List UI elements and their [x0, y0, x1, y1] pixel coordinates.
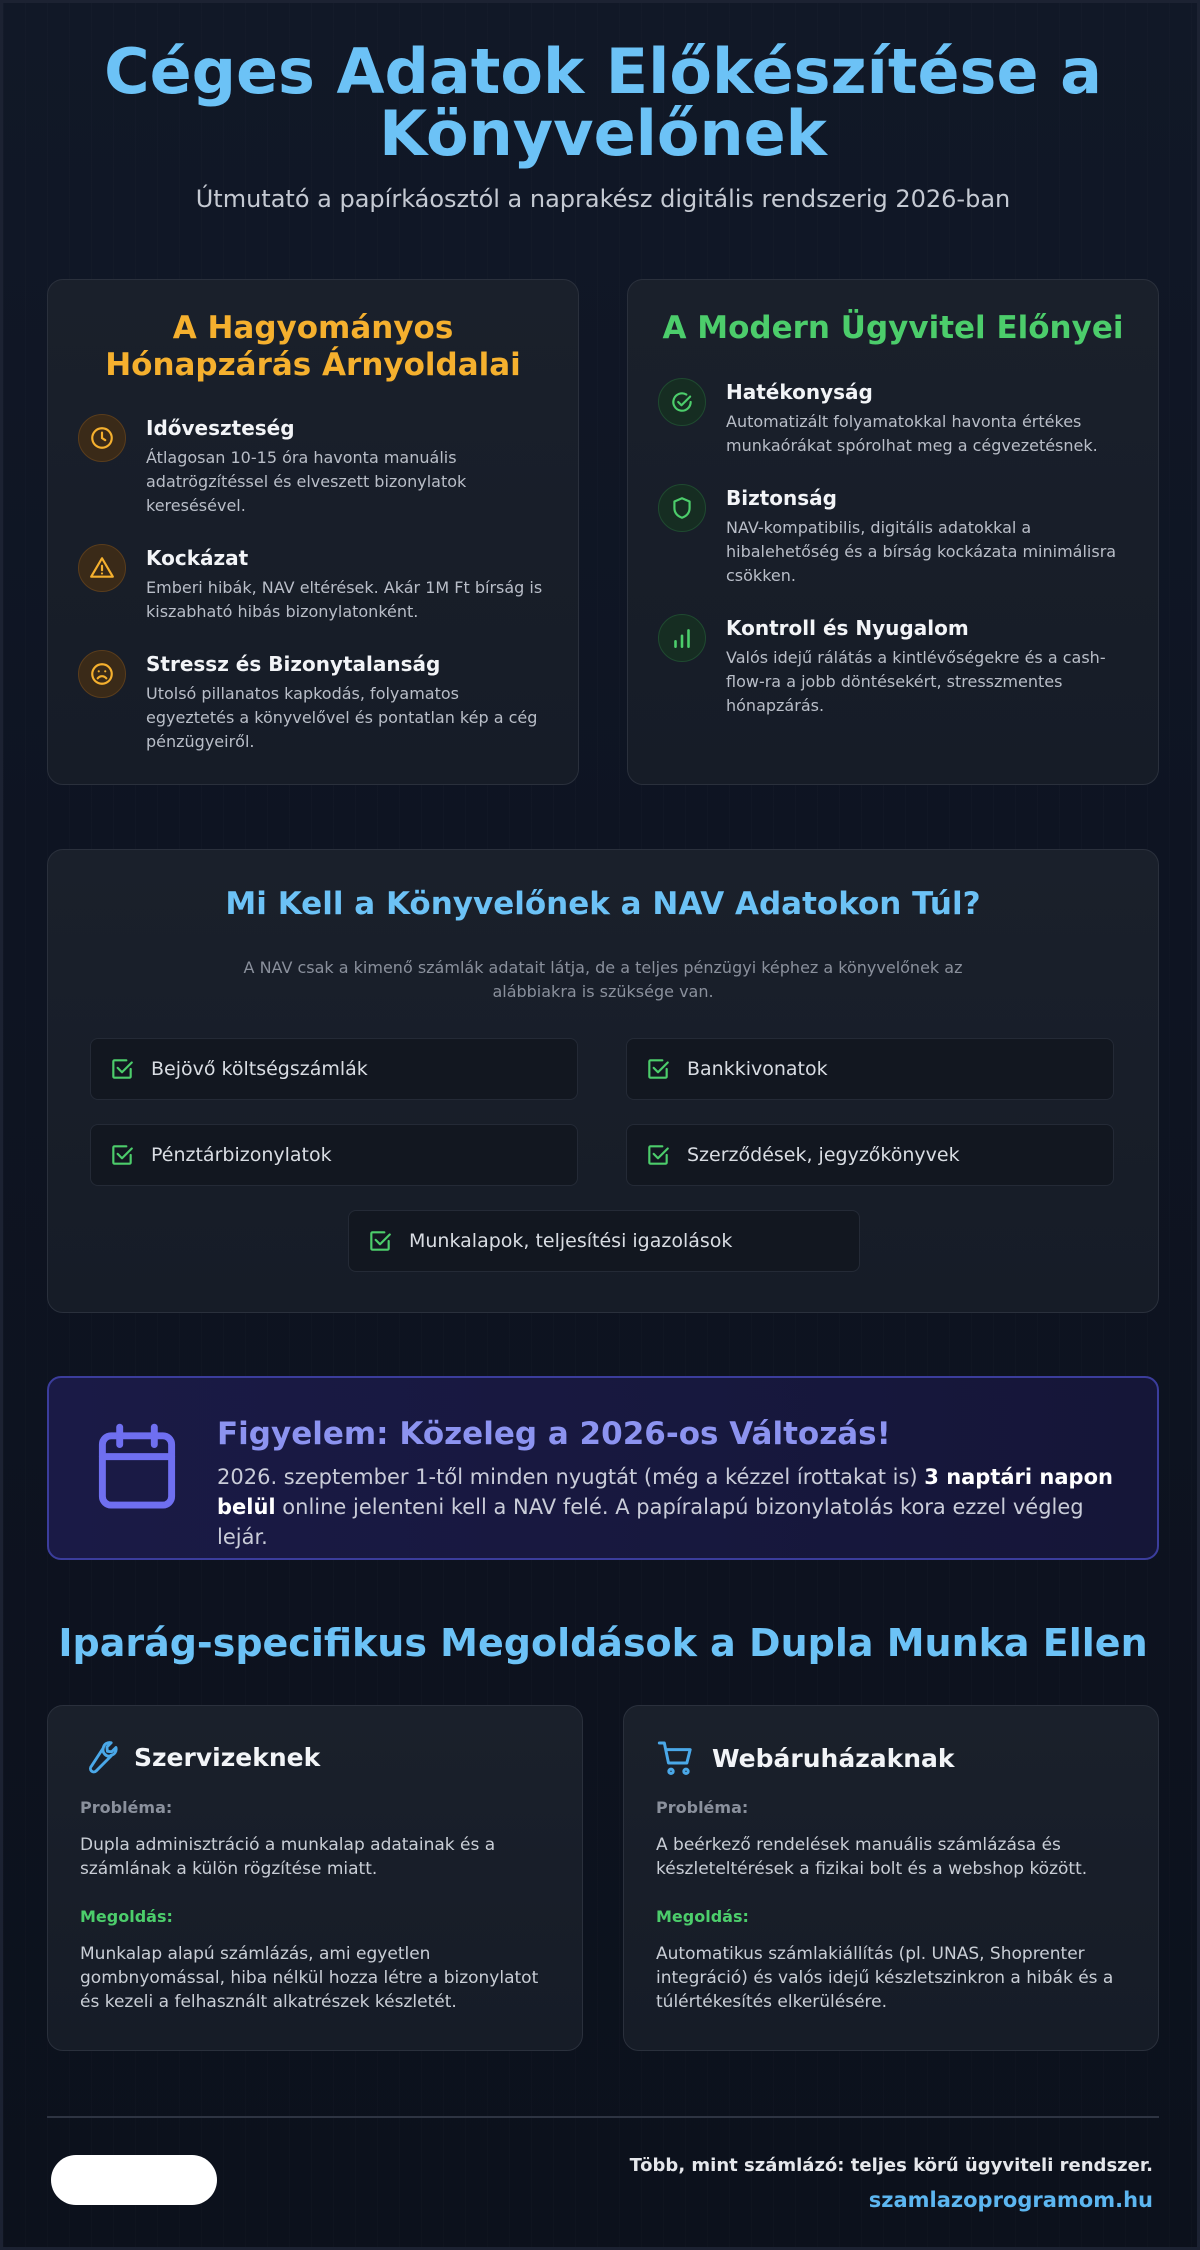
traditional-item [78, 650, 548, 754]
hero [3, 35, 1200, 213]
cart-icon [656, 1738, 696, 1778]
calendar-icon [95, 1422, 179, 1516]
footer-site-link[interactable]: szamlazoprogramom.hu [868, 2188, 1153, 2212]
checkbox-checked-icon [109, 1056, 135, 1082]
logo[interactable] [51, 2155, 217, 2205]
solution-card [47, 1705, 583, 2051]
checkbox-checked-icon [645, 1056, 671, 1082]
clock-icon [78, 414, 126, 462]
item-text: Emberi hibák, NAV eltérések. Akár 1M Ft bírság is kiszabható hibás bizonylatonként. [146, 578, 543, 621]
bar-chart-icon [658, 614, 706, 662]
checklist-label: Bankkivonatok [687, 1058, 828, 1080]
alert-title: Figyelem: Közeleg a 2026-os Változás! [217, 1416, 891, 1452]
item-title: Stressz és Bizonytalanság [146, 652, 441, 676]
item-title: Kockázat [146, 546, 249, 570]
page-subtitle: Útmutató a papírkáosztól a naprakész digitális rendszerig 2026-ban [195, 185, 1011, 213]
check-circle-icon [658, 378, 706, 426]
problem-text: A beérkező rendelések manuális számlázása és készleteltérések a fizikai bolt és a webshop között. [656, 1835, 1088, 1879]
nav-section [47, 849, 1159, 1313]
traditional-item [78, 414, 548, 518]
problem-label: Probléma: [80, 1798, 173, 1817]
item-title: Időveszteség [146, 416, 295, 440]
footer-text [630, 2155, 1153, 2212]
item-title: Biztonság [726, 486, 837, 510]
problem-label: Probléma: [656, 1798, 749, 1817]
traditional-card [47, 279, 579, 785]
checklist-item [626, 1124, 1114, 1186]
deadline-alert [47, 1376, 1159, 1560]
modern-card [627, 279, 1159, 785]
solution-card [623, 1705, 1159, 2051]
solutions-title: Iparág-specifikus Megoldások a Dupla Munka Ellen [58, 1621, 1148, 1665]
item-title: Hatékonyság [726, 380, 873, 404]
solution-label: Megoldás: [80, 1907, 173, 1926]
solution-text: Automatikus számlakiállítás (pl. UNAS, Shoprenter integráció) és valós idejű készletszinkron a hibák és a túlértékesítés elkerülésére. [656, 1944, 1114, 2012]
item-text: NAV-kompatibilis, digitális adatokkal a hibalehetőség és a bírság kockázata minimálisra csökken. [726, 518, 1117, 585]
alert-text: 2026. szeptember 1-től minden nyugtát (még a kézzel írottakat is) 3 naptári napon belül online jelenteni kell a NAV felé. A papíralapú bizonylatolás kora ezzel végleg lejár. [217, 1465, 1113, 1549]
checklist-label: Szerződések, jegyzőkönyvek [687, 1144, 960, 1166]
shield-icon [658, 484, 706, 532]
page-title: Céges Adatok Előkészítése a Könyvelőnek [104, 35, 1102, 170]
item-text: Átlagosan 10-15 óra havonta manuális adatrögzítéssel és elveszett bizonylatok keresésével. [146, 448, 467, 515]
item-text: Utolsó pillanatos kapkodás, folyamatos egyeztetés a könyvelővel és pontatlan kép a cég pénzügyeiről. [146, 684, 538, 751]
item-text: Valós idejű rálátás a kintlévőségekre és a cash-flow-ra a jobb döntésekért, stresszmentes hónapzárás. [726, 648, 1106, 715]
solution-card-title: Webáruházaknak [712, 1743, 955, 1773]
solution-label: Megoldás: [656, 1907, 749, 1926]
traditional-item [78, 544, 548, 624]
solution-card-title: Szervizeknek [134, 1742, 321, 1772]
footer-divider [47, 2116, 1159, 2118]
checklist-item [90, 1124, 578, 1186]
wrench-icon [80, 1738, 118, 1776]
checklist-label: Pénztárbizonylatok [151, 1144, 332, 1166]
checkbox-checked-icon [109, 1142, 135, 1168]
modern-item [658, 484, 1128, 588]
checklist-item [626, 1038, 1114, 1100]
nav-title: Mi Kell a Könyvelőnek a NAV Adatokon Túl? [225, 886, 981, 922]
warning-icon [78, 544, 126, 592]
traditional-title: A Hagyományos Hónapzárás Árnyoldalai [105, 310, 521, 384]
modern-title: A Modern Ügyvitel Előnyei [662, 310, 1124, 346]
checklist-label: Munkalapok, teljesítési igazolások [409, 1230, 733, 1252]
nav-subtitle: A NAV csak a kimenő számlák adatait látja, de a teljes pénzügyi képhez a könyvelőnek az alábbiakra is szüksége van. [243, 958, 963, 1001]
item-title: Kontroll és Nyugalom [726, 616, 969, 640]
checkbox-checked-icon [367, 1228, 393, 1254]
footer-tagline: Több, mint számlázó: teljes körű ügyviteli rendszer. [629, 2155, 1153, 2176]
sad-face-icon [78, 650, 126, 698]
solution-text: Munkalap alapú számlázás, ami egyetlen gombnyomással, hiba nélkül hozza létre a bizonylatot és kezeli a felhasznált alkatrészek készletét. [80, 1944, 539, 2012]
modern-item [658, 378, 1128, 458]
checklist-label: Bejövő költségszámlák [151, 1058, 368, 1080]
item-text: Automatizált folyamatokkal havonta értékes munkaórákat spórolhat meg a cégvezetésnek. [726, 412, 1098, 455]
checkbox-checked-icon [645, 1142, 671, 1168]
checklist-item [348, 1210, 860, 1272]
checklist-item [90, 1038, 578, 1100]
modern-item [658, 614, 1128, 718]
problem-text: Dupla adminisztráció a munkalap adatainak és a számlának a külön rögzítése miatt. [80, 1835, 496, 1879]
